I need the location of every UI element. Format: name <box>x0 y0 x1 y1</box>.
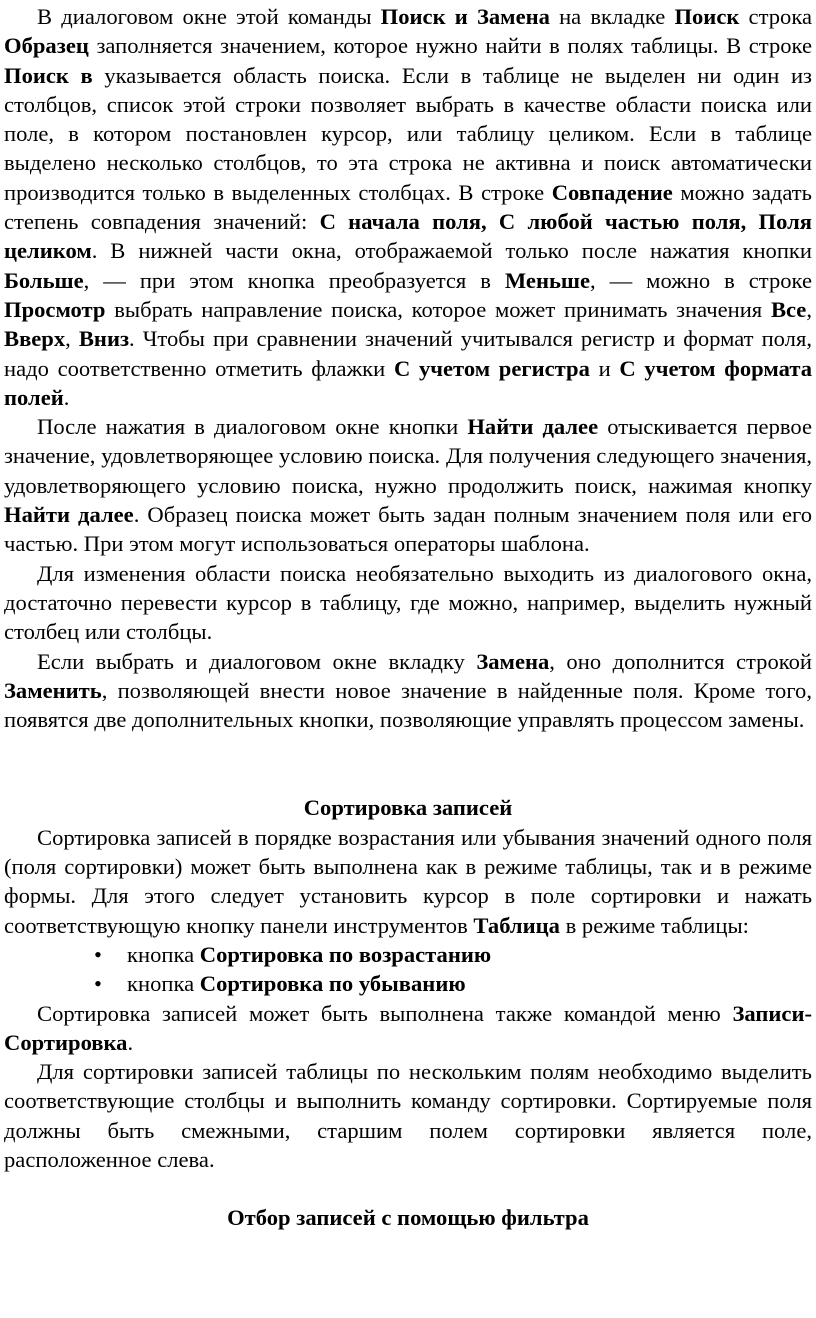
bullet-icon: • <box>94 941 102 967</box>
text-run: Сортировка записей может быть выполнена также командой меню <box>37 1000 733 1026</box>
bold-term: Заменить <box>4 677 102 703</box>
text-run: , позволяющей внести новое значение в найденные поля. Кроме того, появятся две дополнительных кнопки, позволяющие управлять процессом замены. <box>4 677 812 733</box>
text-run: . <box>127 1029 134 1055</box>
text-run: на вкладке <box>549 4 675 29</box>
bold-term: Найти далее <box>467 414 599 440</box>
text-run: Для изменения области поиска необязательно выходить из диалогового окна, достаточно перевести курсор в таблицу, где можно, например, выделить нужный столбец или столбцы. <box>4 560 812 645</box>
list-item <box>94 940 812 969</box>
paragraph-search-dialog <box>4 2 812 412</box>
bold-term: С учетом регистра <box>393 355 590 381</box>
text-run: В диалоговом окне этой команды <box>37 4 381 29</box>
text-run: в режиме таблицы: <box>559 912 749 938</box>
bold-term: С учетом формата полей <box>4 355 813 410</box>
sort-buttons-list <box>4 940 812 999</box>
paragraph-find-next <box>4 412 812 558</box>
text-run: . В нижней части окна, отображаемой только после нажатия кнопки <box>91 238 812 264</box>
text-run: , — при этом кнопка преобразуется в <box>83 267 505 293</box>
section-heading-filter: Отбор записей с помощью фильтра <box>227 1205 589 1231</box>
text-run: Если выбрать и диалоговом окне вкладку <box>37 648 477 674</box>
bold-term: Поиск в <box>4 62 93 88</box>
paragraph-search-area <box>4 559 812 647</box>
text-run: , оно дополнится строкой <box>549 648 812 674</box>
bold-term: Сортировка по убыванию <box>199 971 466 997</box>
text-run: Сортировка записей в порядке возрастания или убывания значений одного поля (поля сортировки) может быть выполнена как в режиме таблицы, так и в режиме формы. Для этого следует установить курсор в поле сортировки и нажать соответствующую кнопку панели инструментов <box>4 824 812 938</box>
bold-term: Вверх <box>4 326 66 352</box>
text-run: отыскивается первое значение, удовлетворяющее условию поиска. Для получения следующего значения, удовлетворяющего условию поиска, нужно продолжить поиск, нажимая кнопку <box>4 414 812 498</box>
text-run: . Образец поиска может быть задан полным значением поля или его частью. При этом могут использоваться операторы шаблона. <box>4 502 812 557</box>
bold-term: Поиск и Замена <box>380 4 550 29</box>
text-run: можно задать степень совпадения значений: <box>4 179 812 235</box>
bold-term: Просмотр <box>4 296 106 322</box>
paragraph-sort-multiple <box>4 1057 812 1174</box>
bold-term: Вниз <box>78 326 130 352</box>
bold-term: Меньше <box>504 267 591 293</box>
bold-term: Образец <box>4 33 89 59</box>
paragraph-replace-tab <box>4 647 812 735</box>
bold-term: Таблица <box>473 912 560 938</box>
bold-term: Больше <box>4 267 84 293</box>
text-run: После нажатия в диалоговом окне кнопки <box>37 414 468 440</box>
bold-term: Все <box>770 296 807 322</box>
bold-term: Найти далее <box>4 502 134 528</box>
section-heading-sort: Сортировка записей <box>303 795 513 821</box>
text-run: кнопка <box>127 941 200 967</box>
bold-term: Замена <box>476 648 550 674</box>
text-run: . <box>63 384 70 410</box>
text-run: заполняется значением, которое нужно найти в полях таблицы. В строке <box>88 33 812 59</box>
text-run: и <box>589 355 620 381</box>
bold-term: С начала поля, С любой частью поля, Поля целиком <box>4 209 813 264</box>
bullet-icon: • <box>94 971 102 997</box>
list-item <box>94 969 812 998</box>
bold-term: Записи- Сортировка <box>4 1000 812 1055</box>
text-run: кнопка <box>127 971 200 997</box>
list-item-text <box>127 942 491 967</box>
paragraph-sort-menu <box>4 999 812 1058</box>
text-run: , <box>65 326 79 352</box>
list-item-text <box>127 971 466 996</box>
text-run: , <box>806 296 812 322</box>
text-run: Для сортировки записей таблицы по нескольким полям необходимо выделить соответствующие столбцы и выполнить команду сортировки. Сортируемые поля должны быть смежными, старшим полем сортировки является поле, расположенное слева. <box>4 1059 812 1172</box>
paragraph-sort-intro <box>4 823 812 940</box>
text-run: указывается область поиска. Если в таблице не выделен ни один из столбцов, список этой строки позволяет выбрать в качестве области поиска или поле, в котором постановлен курсор, или таблицу целиком. Если в таблице выделено несколько столбцов, то эта строка не активна и поиск автоматически производится только в выделенных столбцах. В строке <box>4 62 812 205</box>
bold-term: Сортировка по возрастанию <box>199 941 492 967</box>
bold-term: Совпадение <box>551 179 673 205</box>
text-run: . Чтобы при сравнении значений учитывался регистр и формат поля, надо соответственно отметить флажки <box>4 326 812 381</box>
text-run: выбрать направление поиска, которое может принимать значения <box>105 296 771 322</box>
text-run: строка <box>739 4 812 29</box>
bold-term: Поиск <box>674 4 740 29</box>
text-run: , — можно в строке <box>590 267 812 293</box>
